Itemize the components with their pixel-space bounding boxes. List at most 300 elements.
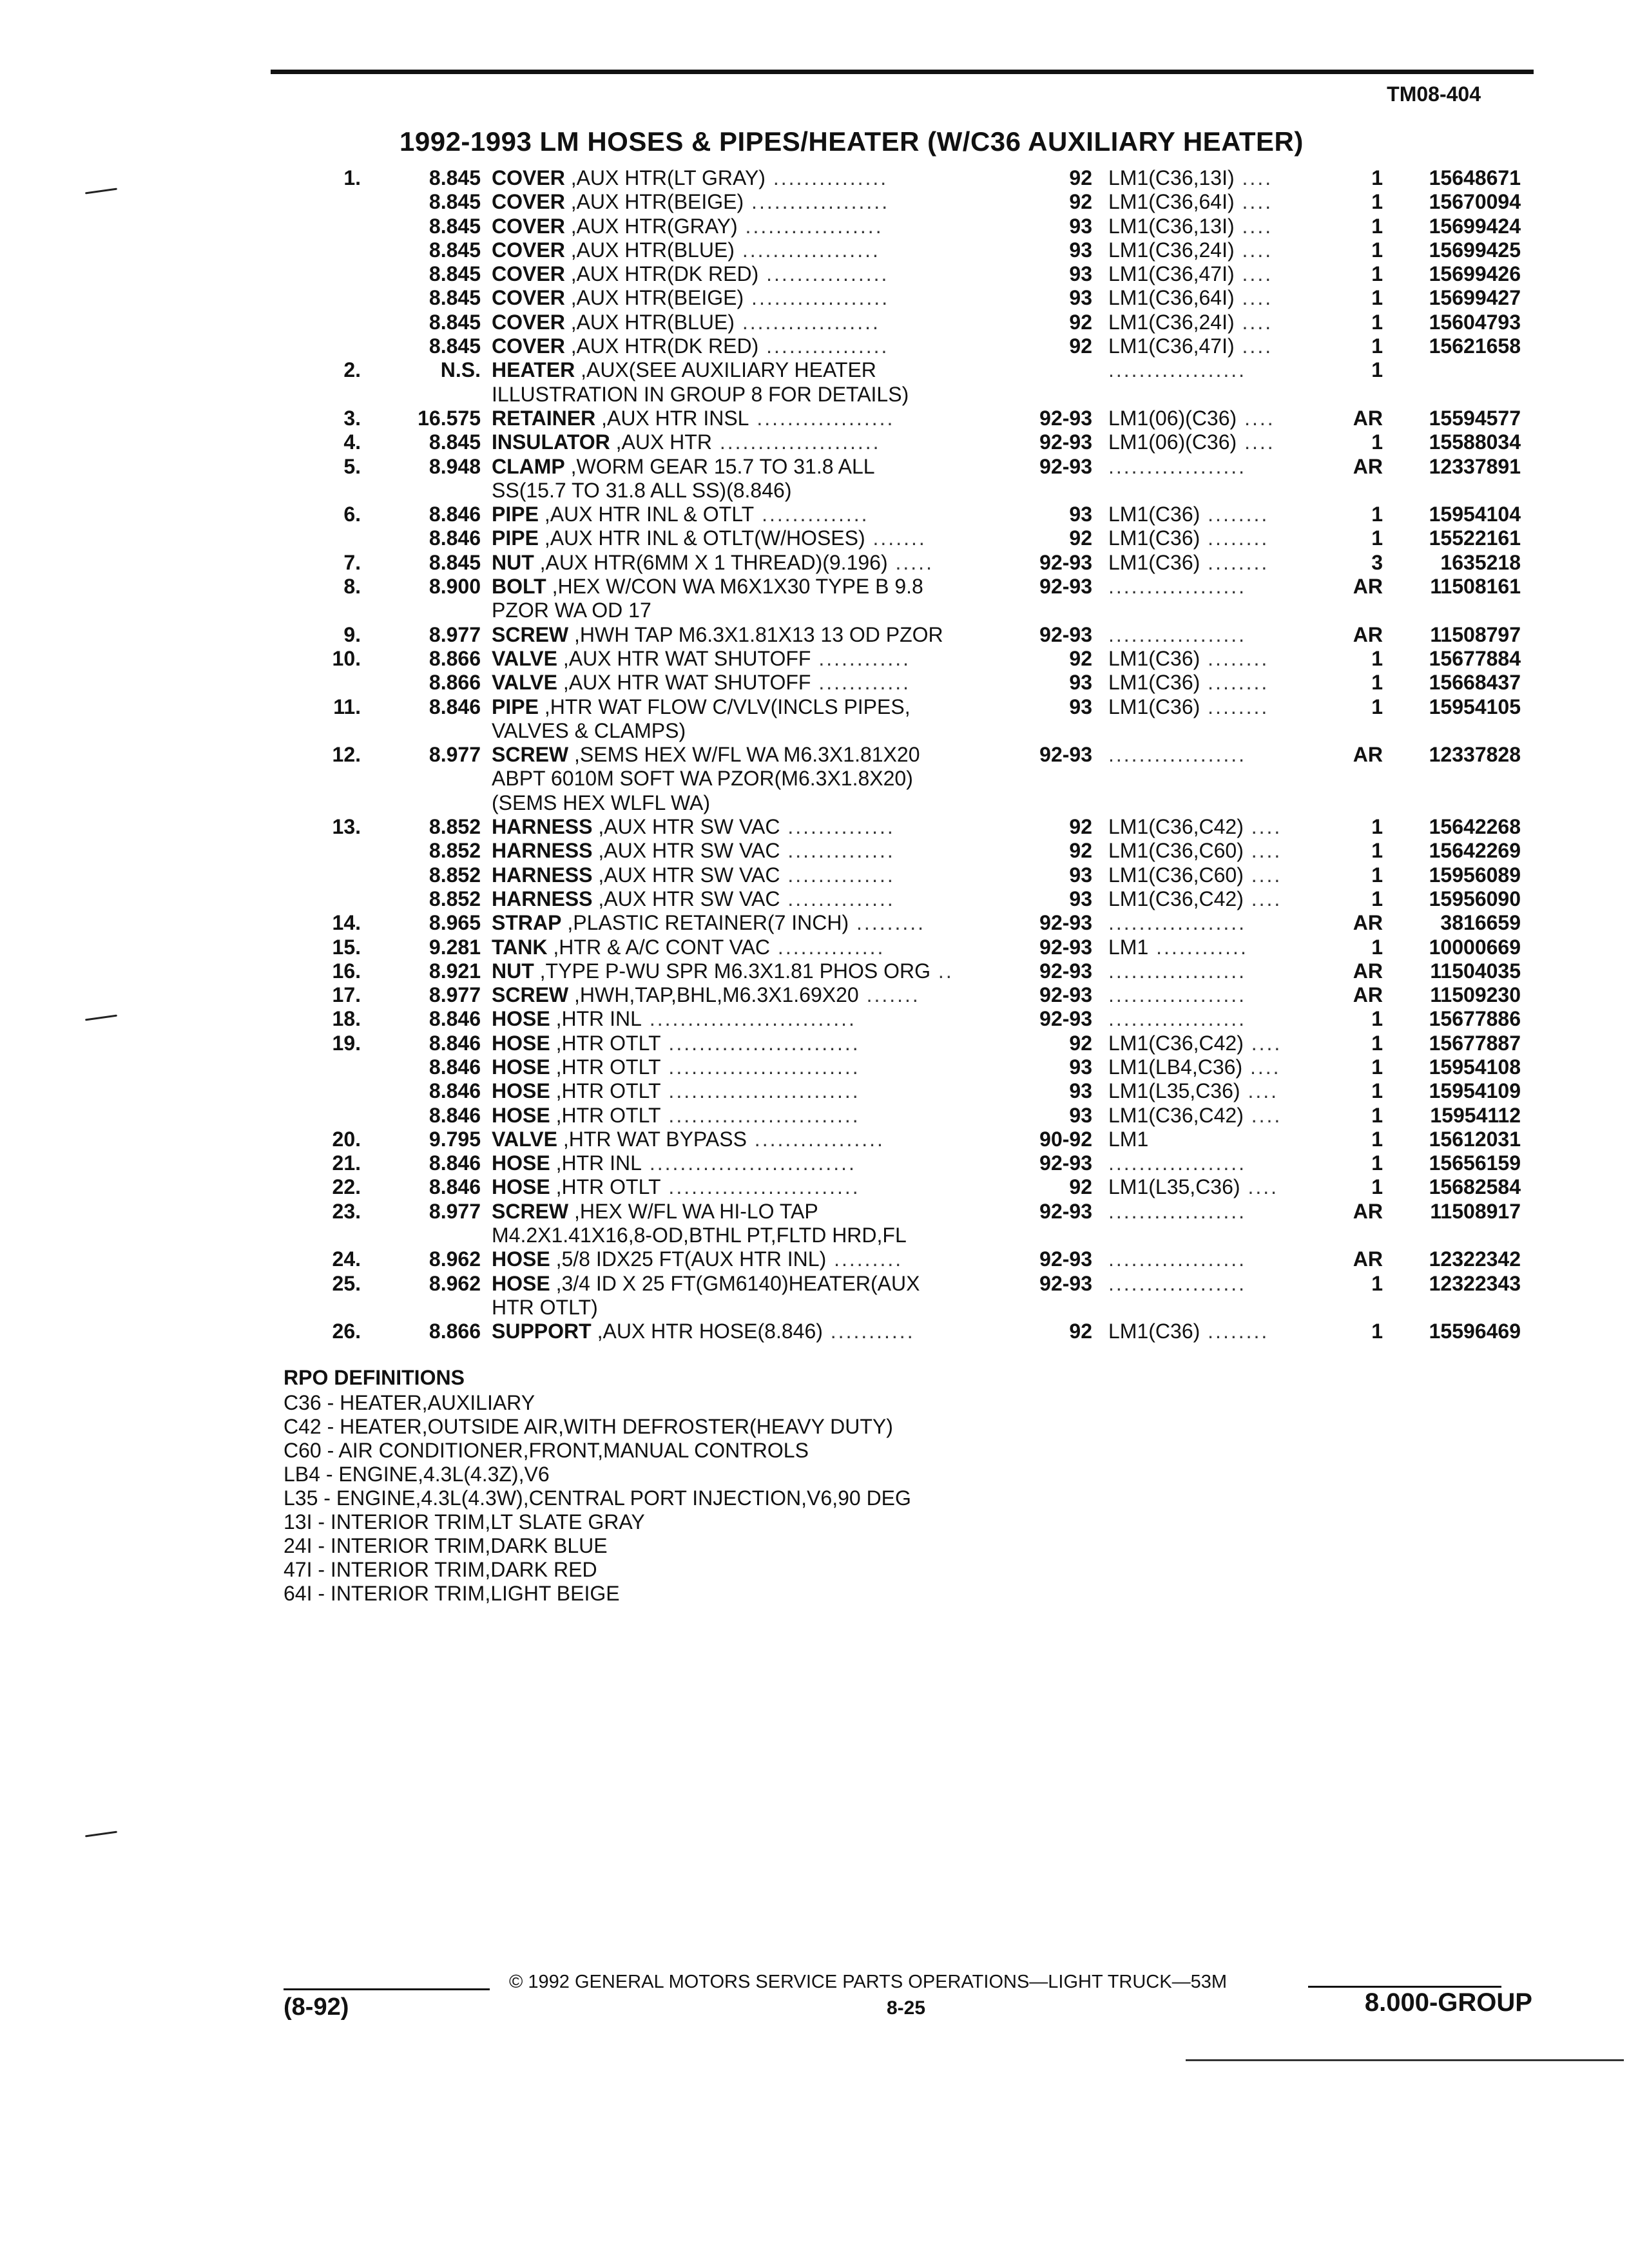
- rpo-line: 64I - INTERIOR TRIM,LIGHT BEIGE: [284, 1582, 620, 1605]
- part-description: [492, 575, 1007, 599]
- leader-dots: .........................: [660, 1031, 860, 1055]
- leader-dots: ..................: [1108, 575, 1247, 599]
- part-name: HEATER: [492, 358, 575, 382]
- leader-dots: ................: [758, 262, 889, 286]
- part-row: [309, 1055, 1547, 1079]
- leader-dots: ................: [758, 334, 889, 358]
- leader-dots: ..................: [737, 214, 883, 238]
- part-description: [492, 215, 1007, 238]
- model-year: 92: [1069, 839, 1092, 863]
- part-number: 11508161: [1430, 575, 1521, 599]
- leader-dots: ..................: [1108, 1151, 1247, 1175]
- part-name: COVER: [492, 238, 565, 262]
- leader-dots: ........: [1200, 671, 1269, 695]
- part-name: COVER: [492, 334, 565, 358]
- model-usage: [1108, 190, 1331, 214]
- leader-dots: ............: [1148, 935, 1248, 959]
- quantity: 1: [1371, 863, 1383, 887]
- model-year: 93: [1069, 214, 1092, 238]
- part-number: 15621658: [1429, 334, 1521, 358]
- leader-dots: .................: [746, 1127, 885, 1151]
- leader-dots: ..............: [770, 935, 885, 959]
- part-description: [492, 1151, 1007, 1175]
- item-number: 23.: [332, 1199, 361, 1223]
- model-usage: [1108, 430, 1331, 454]
- part-row: [309, 575, 1547, 599]
- item-number: 7.: [343, 550, 361, 574]
- part-description: [492, 1104, 1007, 1128]
- catalog-number: N.S.: [440, 358, 481, 382]
- model-year: 92: [1069, 1175, 1092, 1199]
- part-description: [492, 936, 1007, 959]
- leader-dots: ..................: [1108, 1199, 1247, 1223]
- part-description: [492, 1272, 1007, 1296]
- part-detail: ,AUX HTR SW VAC: [598, 887, 780, 910]
- leader-dots: .........................: [660, 1079, 860, 1103]
- part-name: BOLT: [492, 575, 546, 599]
- leader-dots: .....................: [711, 430, 881, 454]
- catalog-number: 8.845: [429, 214, 481, 238]
- part-description: [492, 430, 1007, 454]
- part-detail: ,AUX HTR(BLUE): [570, 238, 735, 262]
- page-title: 1992-1993 LM HOSES & PIPES/HEATER (W/C36 AUXILIARY HEATER): [400, 126, 1304, 157]
- model-usage: [1108, 334, 1331, 358]
- part-detail: M4.2X1.41X16,8-OD,BTHL PT,FLTD HRD,FL: [492, 1224, 907, 1247]
- part-name: RETAINER: [492, 406, 596, 430]
- model-usage: [1108, 887, 1331, 911]
- quantity: 1: [1371, 430, 1383, 454]
- leader-dots: .....: [887, 550, 934, 574]
- part-row: [309, 479, 1547, 503]
- footer-copyright: © 1992 GENERAL MOTORS SERVICE PARTS OPERATIONS—LIGHT TRUCK—53M: [509, 1972, 1227, 1992]
- leader-dots: ..................: [1108, 959, 1247, 983]
- model-usage: [1108, 936, 1331, 959]
- quantity: AR: [1353, 1247, 1383, 1271]
- margin-mark: [85, 1015, 117, 1021]
- leader-dots: ..................: [1108, 983, 1247, 1007]
- part-name: HOSE: [492, 1007, 550, 1031]
- leader-dots: ..................: [1108, 454, 1247, 478]
- model-year: 92-93: [1039, 959, 1092, 983]
- part-name: COVER: [492, 214, 565, 238]
- part-name: COVER: [492, 190, 565, 214]
- catalog-number: 16.575: [418, 406, 481, 430]
- part-detail: ,HTR OTLT: [555, 1103, 661, 1127]
- part-name: CLAMP: [492, 454, 565, 478]
- part-description: [492, 1320, 1007, 1343]
- model-year: 92: [1069, 1031, 1092, 1055]
- model-usage: [1108, 959, 1331, 983]
- part-number: 11508797: [1430, 622, 1521, 646]
- catalog-number: 9.795: [429, 1127, 481, 1151]
- part-row: [309, 936, 1547, 959]
- part-description: [492, 526, 1007, 550]
- part-description: [492, 767, 1007, 791]
- model-usage: [1108, 1320, 1331, 1343]
- part-description: [492, 1055, 1007, 1079]
- quantity: 1: [1371, 166, 1383, 189]
- model-year: 92-93: [1039, 1199, 1092, 1223]
- quantity: 1: [1371, 1271, 1383, 1295]
- footer-group: 8.000-GROUP: [1364, 1988, 1532, 2017]
- part-name: PIPE: [492, 526, 539, 550]
- catalog-number: 8.846: [429, 695, 481, 718]
- part-detail: ,HEX W/FL WA HI-LO TAP: [574, 1199, 818, 1223]
- leader-dots: ..................: [1108, 1271, 1247, 1295]
- catalog-number: 8.845: [429, 310, 481, 334]
- model-year: 92-93: [1039, 743, 1092, 767]
- model-code: LM1(C36): [1108, 550, 1200, 574]
- model-usage: [1108, 1079, 1331, 1103]
- part-row: [309, 743, 1547, 767]
- quantity: AR: [1353, 406, 1383, 430]
- item-number: 9.: [343, 622, 361, 646]
- model-code: LM1(C36,C60): [1108, 863, 1244, 887]
- part-detail: PZOR WA OD 17: [492, 599, 651, 622]
- model-year: 93: [1069, 1055, 1092, 1079]
- part-detail: ,AUX HTR SW VAC: [598, 839, 780, 863]
- item-number: 5.: [343, 454, 361, 478]
- catalog-number: 8.846: [429, 1175, 481, 1199]
- leader-dots: ..................: [734, 310, 880, 334]
- model-usage: [1108, 166, 1331, 190]
- leader-dots: ...........................: [641, 1151, 856, 1175]
- part-description: [492, 262, 1007, 286]
- part-description: [492, 1079, 1007, 1103]
- part-description: [492, 286, 1007, 310]
- model-usage: [1108, 1128, 1331, 1151]
- part-detail: ,HTR WAT FLOW C/VLV(INCLS PIPES,: [544, 695, 911, 718]
- leader-dots: ........: [1200, 550, 1269, 574]
- part-row: [309, 1175, 1547, 1199]
- part-row: [309, 959, 1547, 983]
- catalog-number: 8.977: [429, 622, 481, 646]
- part-row: [309, 383, 1547, 407]
- item-number: 18.: [332, 1007, 361, 1031]
- catalog-number: 8.846: [429, 1103, 481, 1127]
- quantity: 1: [1371, 503, 1383, 526]
- part-name: HOSE: [492, 1031, 550, 1055]
- leader-dots: ....: [1240, 1079, 1278, 1103]
- part-name: PIPE: [492, 695, 539, 718]
- leader-dots: ..................: [1108, 358, 1247, 382]
- part-number: 12337828: [1429, 743, 1521, 767]
- leader-dots: ....: [1234, 238, 1273, 262]
- model-usage: [1108, 1055, 1331, 1079]
- model-year: 92-93: [1039, 550, 1092, 574]
- model-code: LM1: [1108, 935, 1149, 959]
- model-usage: [1108, 1151, 1331, 1175]
- part-number: 15648671: [1429, 166, 1521, 189]
- part-description: [492, 551, 1007, 575]
- part-number: 11508917: [1430, 1199, 1521, 1223]
- part-row: [309, 839, 1547, 863]
- catalog-number: 8.866: [429, 1320, 481, 1343]
- leader-dots: ....: [1237, 430, 1275, 454]
- footer-rule-right: [1308, 1986, 1501, 1988]
- model-year: 92: [1069, 166, 1092, 189]
- part-name: STRAP: [492, 911, 562, 935]
- model-usage: [1108, 215, 1331, 238]
- model-year: 92: [1069, 646, 1092, 670]
- model-usage: [1108, 623, 1331, 647]
- item-number: 8.: [343, 575, 361, 599]
- quantity: AR: [1353, 743, 1383, 767]
- part-description: [492, 503, 1007, 526]
- quantity: AR: [1353, 575, 1383, 599]
- model-usage: [1108, 358, 1331, 382]
- model-usage: [1108, 911, 1331, 935]
- model-usage: [1108, 238, 1331, 262]
- model-year: 93: [1069, 238, 1092, 262]
- part-row: [309, 190, 1547, 214]
- quantity: 1: [1371, 214, 1383, 238]
- catalog-number: 8.965: [429, 911, 481, 935]
- leader-dots: .........: [849, 911, 926, 935]
- model-code: LM1(C36,C60): [1108, 839, 1244, 863]
- part-number: 15954104: [1429, 503, 1521, 526]
- model-code: LM1(06)(C36): [1108, 430, 1237, 454]
- part-description: [492, 791, 1007, 815]
- part-row: [309, 238, 1547, 262]
- part-detail: SS(15.7 TO 31.8 ALL SS)(8.846): [492, 478, 792, 502]
- part-name: SCREW: [492, 622, 569, 646]
- footer-rule-left: [284, 1988, 490, 1990]
- quantity: AR: [1353, 911, 1383, 935]
- catalog-number: 8.977: [429, 1199, 481, 1223]
- part-row: [309, 983, 1547, 1007]
- part-description: [492, 190, 1007, 214]
- part-description: [492, 959, 1007, 983]
- leader-dots: ..................: [1108, 1007, 1247, 1031]
- model-usage: [1108, 1007, 1331, 1031]
- quantity: 1: [1371, 1031, 1383, 1055]
- catalog-number: 8.846: [429, 1031, 481, 1055]
- rpo-line: 47I - INTERIOR TRIM,DARK RED: [284, 1558, 597, 1581]
- model-year: 92-93: [1039, 575, 1092, 599]
- part-row: [309, 887, 1547, 911]
- part-row: [309, 1104, 1547, 1128]
- rpo-line: 24I - INTERIOR TRIM,DARK BLUE: [284, 1534, 608, 1557]
- leader-dots: ........: [1200, 695, 1269, 718]
- part-name: SUPPORT: [492, 1320, 592, 1343]
- part-number: 15596469: [1429, 1320, 1521, 1343]
- part-number: 15668437: [1429, 671, 1521, 695]
- model-usage: [1108, 647, 1331, 671]
- part-description: [492, 1175, 1007, 1199]
- quantity: 1: [1371, 1175, 1383, 1199]
- leader-dots: ....: [1243, 839, 1282, 863]
- rpo-definitions: [284, 1366, 911, 1606]
- part-detail: ,AUX(SEE AUXILIARY HEATER: [581, 358, 876, 382]
- leader-dots: ..................: [1108, 1247, 1247, 1271]
- rpo-line: LB4 - ENGINE,4.3L(4.3Z),V6: [284, 1463, 550, 1486]
- item-number: 20.: [332, 1127, 361, 1151]
- leader-dots: ............: [811, 646, 911, 670]
- catalog-number: 8.845: [429, 190, 481, 214]
- catalog-number: 8.852: [429, 863, 481, 887]
- model-year: 90-92: [1039, 1127, 1092, 1151]
- model-year: 92-93: [1039, 983, 1092, 1007]
- quantity: 1: [1371, 839, 1383, 863]
- item-number: 11.: [333, 695, 361, 718]
- leader-dots: ....: [1243, 1103, 1282, 1127]
- leader-dots: ...........: [822, 1320, 915, 1343]
- part-number: 12322342: [1429, 1247, 1521, 1271]
- part-name: SCREW: [492, 983, 569, 1007]
- part-row: [309, 911, 1547, 935]
- catalog-number: 8.962: [429, 1271, 481, 1295]
- model-code: LM1(C36): [1108, 503, 1200, 526]
- catalog-number: 8.962: [429, 1247, 481, 1271]
- part-number: 15677884: [1429, 646, 1521, 670]
- item-number: 16.: [332, 959, 361, 983]
- top-rule: [271, 70, 1534, 74]
- leader-dots: ..............: [754, 503, 869, 526]
- part-description: [492, 599, 1007, 622]
- quantity: 1: [1371, 1055, 1383, 1079]
- model-year: 92: [1069, 1320, 1092, 1343]
- part-row: [309, 815, 1547, 839]
- quantity: 1: [1371, 935, 1383, 959]
- quantity: 1: [1371, 1151, 1383, 1175]
- part-row: [309, 1200, 1547, 1224]
- leader-dots: ....: [1234, 262, 1273, 286]
- rpo-line: C60 - AIR CONDITIONER,FRONT,MANUAL CONTROLS: [284, 1439, 809, 1462]
- quantity: 1: [1371, 334, 1383, 358]
- part-number: 15656159: [1429, 1151, 1521, 1175]
- part-name: NUT: [492, 550, 534, 574]
- model-code: LM1(C36): [1108, 1320, 1200, 1343]
- model-usage: [1108, 262, 1331, 286]
- rpo-lines: [284, 1391, 911, 1606]
- model-code: LM1(C36,64I): [1108, 190, 1235, 214]
- leader-dots: .........................: [660, 1055, 860, 1079]
- leader-dots: ....: [1234, 310, 1273, 334]
- quantity: AR: [1353, 622, 1383, 646]
- part-description: [492, 1224, 1007, 1247]
- model-usage: [1108, 839, 1331, 863]
- part-description: [492, 1032, 1007, 1055]
- item-number: 6.: [343, 503, 361, 526]
- part-row: [309, 262, 1547, 286]
- model-code: LM1(C36): [1108, 526, 1200, 550]
- model-year: 93: [1069, 863, 1092, 887]
- part-row: [309, 1272, 1547, 1296]
- leader-dots: ....: [1243, 815, 1282, 839]
- model-usage: [1108, 1104, 1331, 1128]
- part-row: [309, 358, 1547, 382]
- quantity: 1: [1371, 671, 1383, 695]
- part-description: [492, 1200, 1007, 1224]
- quantity: 1: [1371, 695, 1383, 718]
- part-description: [492, 1296, 1007, 1320]
- part-detail: ,HWH TAP M6.3X1.81X13 13 OD PZOR: [574, 622, 943, 646]
- leader-dots: ..................: [744, 190, 890, 214]
- part-name: NUT: [492, 959, 534, 983]
- model-year: 92: [1069, 526, 1092, 550]
- part-number: 15682584: [1429, 1175, 1521, 1199]
- part-detail: ,AUX HTR HOSE(8.846): [597, 1320, 823, 1343]
- leader-dots: ....: [1237, 406, 1275, 430]
- model-year: 93: [1069, 695, 1092, 718]
- part-row: [309, 334, 1547, 358]
- quantity: 1: [1371, 238, 1383, 262]
- model-usage: [1108, 863, 1331, 887]
- catalog-number: 8.852: [429, 839, 481, 863]
- item-number: 21.: [332, 1151, 361, 1175]
- part-detail: ,AUX HTR SW VAC: [598, 863, 780, 887]
- model-usage: [1108, 1032, 1331, 1055]
- part-detail: ,HWH,TAP,BHL,M6.3X1.69X20: [574, 983, 859, 1007]
- catalog-number: 8.866: [429, 671, 481, 695]
- part-name: TANK: [492, 935, 548, 959]
- model-usage: [1108, 1200, 1331, 1224]
- part-description: [492, 983, 1007, 1007]
- model-code: LM1(C36,13I): [1108, 166, 1235, 189]
- model-usage: [1108, 526, 1331, 550]
- leader-dots: .........: [826, 1247, 903, 1271]
- leader-dots: ..................: [1108, 911, 1247, 935]
- quantity: 1: [1371, 262, 1383, 286]
- model-year: 92-93: [1039, 406, 1092, 430]
- part-description: [492, 334, 1007, 358]
- item-number: 10.: [332, 646, 361, 670]
- catalog-number: 8.846: [429, 1151, 481, 1175]
- model-usage: [1108, 311, 1331, 334]
- model-usage: [1108, 983, 1331, 1007]
- catalog-number: 8.866: [429, 646, 481, 670]
- part-row: [309, 311, 1547, 334]
- part-number: 15677887: [1429, 1031, 1521, 1055]
- part-row: [309, 1007, 1547, 1031]
- part-detail: ,HTR INL: [555, 1151, 642, 1175]
- model-year: 92-93: [1039, 454, 1092, 478]
- leader-dots: .......: [865, 526, 927, 550]
- model-usage: [1108, 1272, 1331, 1296]
- part-number: 15954108: [1429, 1055, 1521, 1079]
- part-number: 15699424: [1429, 214, 1521, 238]
- part-number: 15954105: [1429, 695, 1521, 718]
- catalog-number: 8.845: [429, 550, 481, 574]
- model-code: LM1(C36,C42): [1108, 815, 1244, 839]
- leader-dots: ....: [1243, 1031, 1282, 1055]
- catalog-number: 8.921: [429, 959, 481, 983]
- part-detail: ,AUX HTR: [615, 430, 712, 454]
- part-number: 3816659: [1440, 911, 1521, 935]
- part-name: HOSE: [492, 1055, 550, 1079]
- model-usage: [1108, 286, 1331, 310]
- item-number: 12.: [332, 743, 361, 767]
- part-number: 12322343: [1429, 1271, 1521, 1295]
- part-number: 15954112: [1430, 1103, 1521, 1127]
- model-code: LM1(L35,C36): [1108, 1079, 1240, 1103]
- leader-dots: .........................: [660, 1175, 860, 1199]
- model-year: 93: [1069, 671, 1092, 695]
- part-number: 11509230: [1430, 983, 1521, 1007]
- item-number: 17.: [332, 983, 361, 1007]
- leader-dots: ....: [1234, 190, 1273, 214]
- part-number: 15604793: [1429, 310, 1521, 334]
- part-detail: ,AUX HTR WAT SHUTOFF: [563, 646, 811, 670]
- part-name: HOSE: [492, 1079, 550, 1103]
- part-number: 15588034: [1429, 430, 1521, 454]
- part-name: SCREW: [492, 1199, 569, 1223]
- model-code: LM1(C36,C42): [1108, 1031, 1244, 1055]
- part-name: SCREW: [492, 743, 569, 767]
- part-detail: ,5/8 IDX25 FT(AUX HTR INL): [555, 1247, 827, 1271]
- part-detail: ,AUX HTR WAT SHUTOFF: [563, 671, 811, 695]
